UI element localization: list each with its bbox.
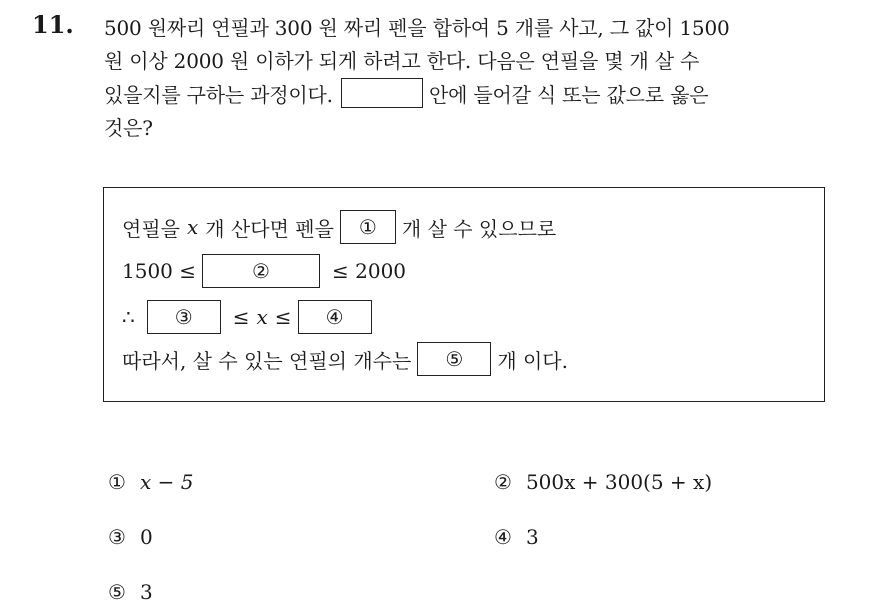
blank-5: ⑤	[417, 342, 491, 376]
therefore-symbol: ∴	[122, 305, 135, 329]
choice-5-number: ⑤	[108, 580, 126, 604]
choice-5-text: 3	[139, 580, 153, 604]
choice-4-text: 3	[525, 525, 539, 549]
blank-3: ③	[147, 300, 221, 334]
choice-3-text: 0	[139, 525, 153, 549]
box-line-1-b: 개 산다면 펜을	[205, 216, 334, 241]
leq-symbol-2: ≤	[274, 305, 292, 329]
box-line-4	[122, 342, 568, 376]
choice-3-number: ③	[108, 525, 126, 549]
box-line-2	[122, 254, 406, 288]
box-line-1	[122, 210, 556, 244]
stem-line-3-end: 안에 들어갈 식 또는 값으로 옳은	[428, 83, 709, 107]
box-line-3	[122, 300, 378, 334]
solution-box	[103, 187, 825, 402]
box-line-1-a: 연필을	[122, 216, 180, 241]
choice-1-text: x − 5	[139, 470, 194, 494]
box-line-2-b: ≤ 2000	[332, 259, 407, 283]
choice-3[interactable]	[108, 525, 153, 549]
box-line-4-b: 개 이다.	[497, 348, 568, 373]
choice-5[interactable]	[108, 580, 153, 604]
box-line-2-a: 1500 ≤	[122, 259, 197, 283]
stem-line-2: 원 이상 2000 원 이하가 되게 하려고 한다. 다음은 연필을 몇 개 살 수	[104, 49, 700, 73]
choice-4-number: ④	[494, 525, 512, 549]
question-stem	[104, 12, 864, 145]
choice-2-number: ②	[494, 470, 512, 494]
box-line-4-a: 따라서, 살 수 있는 연필의 개수는	[122, 348, 412, 373]
choice-2-text: 500x + 300(5 + x)	[525, 470, 713, 494]
blank-4: ④	[298, 300, 372, 334]
leq-symbol-1: ≤	[232, 305, 250, 329]
stem-line-3	[104, 78, 864, 112]
stem-line-3-start: 있을지를 구하는 과정이다.	[104, 83, 333, 107]
variable-x-2: x	[256, 305, 268, 329]
question-number: 11.	[32, 10, 74, 39]
choice-1-number: ①	[108, 470, 126, 494]
choice-2[interactable]	[494, 470, 712, 494]
variable-x: x	[186, 215, 199, 239]
blank-1: ①	[340, 210, 396, 244]
choice-4[interactable]	[494, 525, 539, 549]
blank-2: ②	[202, 254, 320, 288]
box-line-1-c: 개 살 수 있으므로	[401, 216, 557, 241]
choice-1[interactable]	[108, 470, 193, 494]
blank-box-icon	[341, 78, 423, 108]
stem-line-4: 것은?	[104, 116, 153, 140]
stem-line-1: 500 원짜리 연필과 300 원 짜리 펜을 합하여 5 개를 사고, 그 값이 1500	[104, 16, 730, 40]
